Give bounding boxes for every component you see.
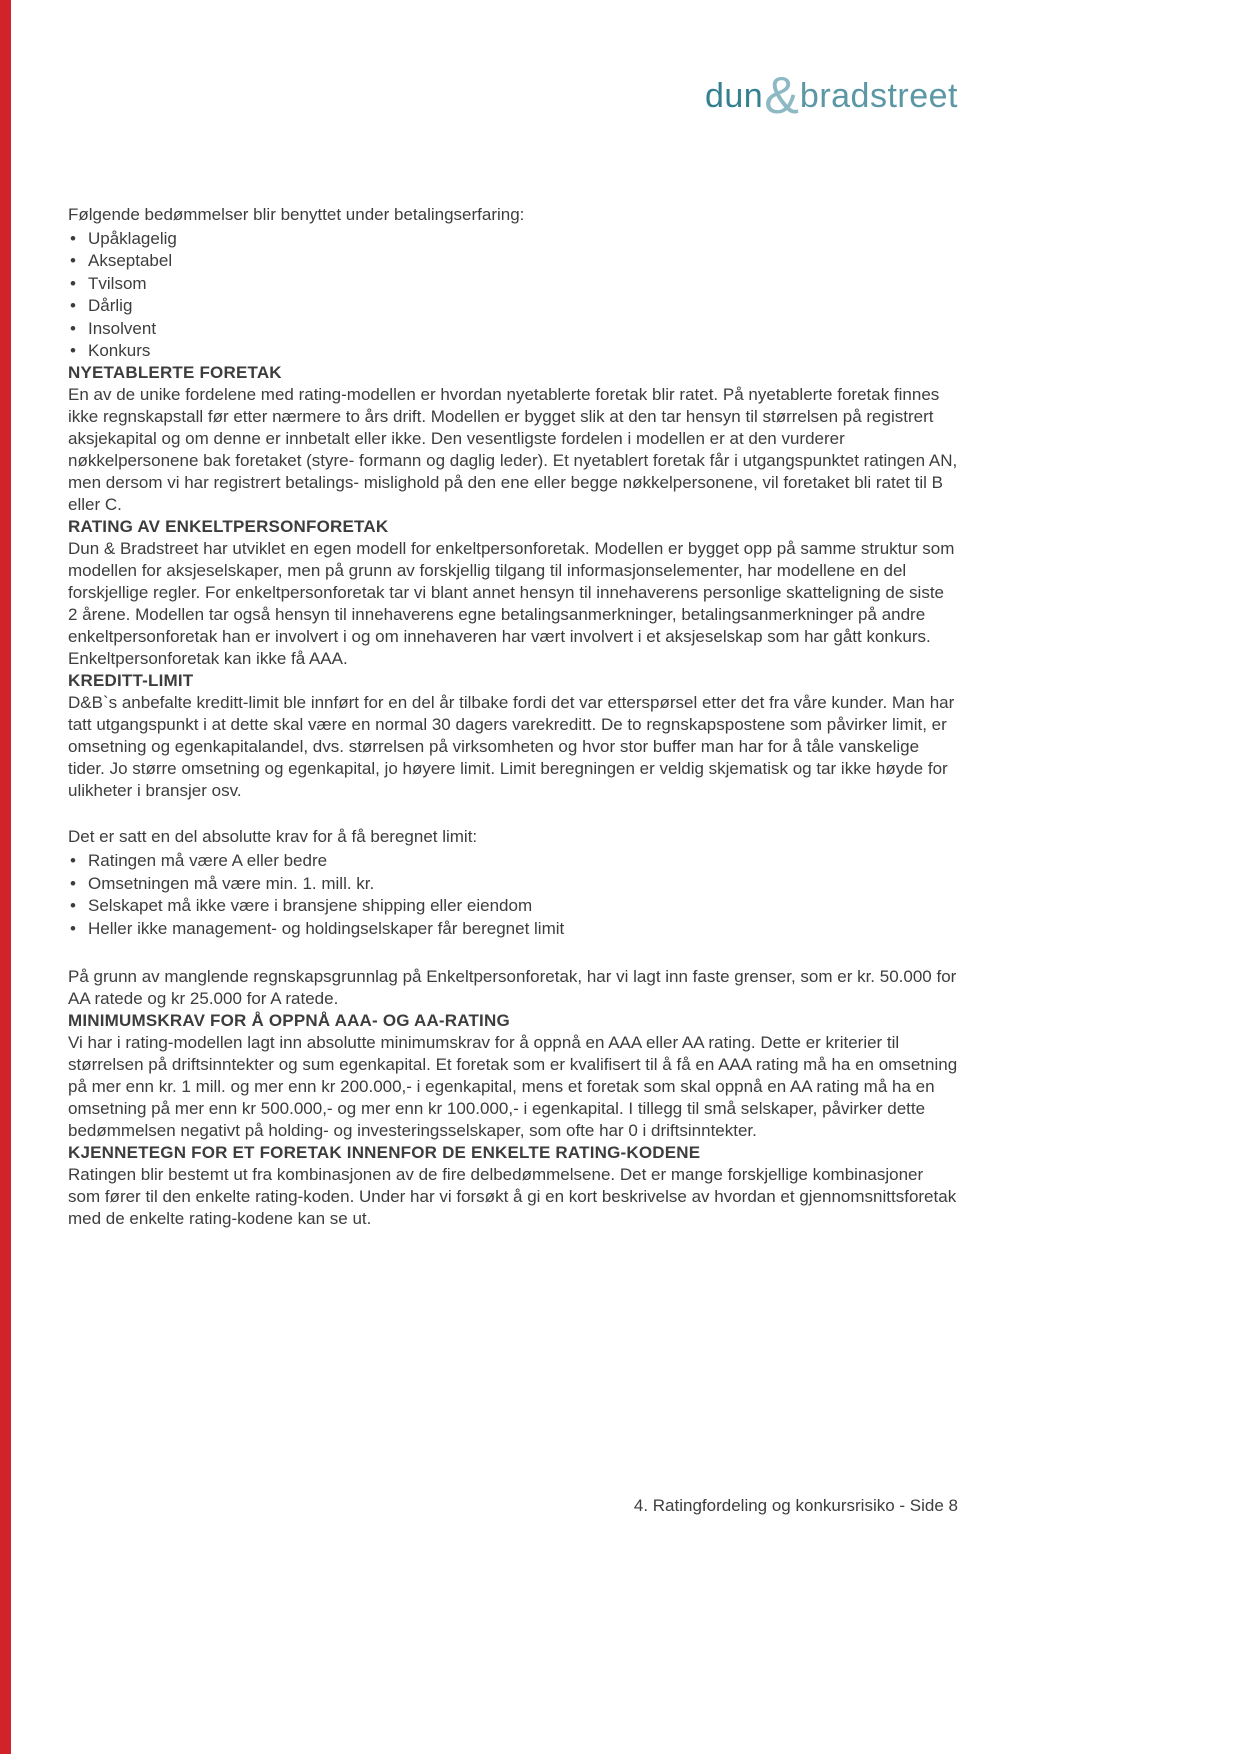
section-heading-nyetablerte-foretak: NYETABLERTE FORETAK <box>68 363 282 383</box>
intro-bullet-list <box>68 228 958 362</box>
grenser-text: På grunn av manglende regnskapsgrunnlag på Enkeltpersonforetak, har vi lagt inn faste grenser, som er kr. 50.000 for AA ratede og kr 25.000 for A ratede. <box>68 967 957 1009</box>
krav-bullet-list <box>68 850 958 940</box>
bullet-item: • Ratingen må være A eller bedre <box>68 850 958 872</box>
page-footer: 4. Ratingfordeling og konkursrisiko - Side 8 <box>633 1496 958 1515</box>
bullet-item: • Konkurs <box>68 340 958 362</box>
logo-text-dun: dun <box>704 77 764 115</box>
section-heading-kreditt-limit: KREDITT-LIMIT <box>68 671 194 691</box>
section-body-kreditt-limit: D&B`s anbefalte kreditt-limit ble innført for en del år tilbake fordi det var etterspørsel etter det fra våre kunder. Man har tatt utgangspunkt i at dette skal være en normal 30 dagers varekreditt. De to regnskapspostene som påvirker limit, er omsetning og egenkapitalandel, dvs. størrelsen på virksomheten og hvor stor buffer man har for å tåle vanskelige tider. Jo større omsetning og egenkapital, jo høyere limit. Limit beregningen er veldig skjematisk og tar ikke høyde for ulikheter i bransjer osv. <box>68 693 955 801</box>
bullet-item: • Insolvent <box>68 318 958 340</box>
bullet-item: • Heller ikke management- og holdingselskaper får beregnet limit <box>68 918 958 940</box>
page-content <box>68 0 958 1230</box>
section-body-nyetablerte-foretak: En av de unike fordelene med rating-modellen er hvordan nyetablerte foretak blir ratet. På nyetablerte foretak finnes ikke regnskapstall før etter nærmere to års drift. Modellen er bygget slik at den tar hensyn til størrelsen på registrert aksjekapital og om denne er innbetalt eller ikke. Den vesentligste fordelen i modellen er at den vurderer nøkkelpersonene bak foretaket (styre- formann og daglig leder). Et nyetablert foretak får i utgangspunktet ratingen AN, men dersom vi har registrert betalings- mislighold på den ene eller begge nøkkelpersonene, vil foretaket bli ratet til B eller C. <box>68 385 958 515</box>
bullet-item: • Omsetningen må være min. 1. mill. kr. <box>68 873 958 895</box>
page-accent-bar <box>0 0 11 1754</box>
logo-text-bradstreet: bradstreet <box>799 77 958 115</box>
section-heading-rating-enkeltpersonforetak: RATING AV ENKELTPERSONFORETAK <box>68 517 389 537</box>
dun-bradstreet-logo <box>68 67 958 125</box>
section-heading-minimumskrav: MINIMUMSKRAV FOR Å OPPNÅ AAA- OG AA-RATING <box>68 1011 510 1031</box>
bullet-item: • Selskapet må ikke være i bransjene shipping eller eiendom <box>68 895 958 917</box>
section-heading-kjennetegn: KJENNETEGN FOR ET FORETAK INNENFOR DE ENKELTE RATING-KODENE <box>68 1143 701 1163</box>
section-body-minimumskrav: Vi har i rating-modellen lagt inn absolutte minimumskrav for å oppnå en AAA eller AA rating. Dette er kriterier til størrelsen på driftsinntekter og sum egenkapital. Et foretak som er kvalifisert til å få en AAA rating må ha en omsetning på mer enn kr. 1 mill. og mer enn kr 200.000,- i egenkapital, mens et foretak som skal oppnå en AA rating må ha en omsetning på mer enn kr 500.000,- og mer enn kr 100.000,- i egenkapital. I tillegg til små selskaper, påvirker dette bedømmelsen negativt på holding- og investeringsselskaper, som ofte har 0 i driftsinntekter. <box>68 1033 958 1141</box>
section-body-rating-enkeltpersonforetak: Dun & Bradstreet har utviklet en egen modell for enkeltpersonforetak. Modellen er bygget opp på samme struktur som modellen for aksjeselskaper, men på grunn av forskjellig tilgang til informasjonselementer, har modellene en del forskjellige regler. For enkeltpersonforetak tar vi blant annet hensyn til innehaverens personlige skatteligning de siste 2 årene. Modellen tar også hensyn til innehaverens egne betalingsanmerkninger, betalingsanmerkninger på andre enkeltpersonforetak han er involvert i og om innehaveren har vært involvert i et aksjeselskap som har gått konkurs. Enkeltpersonforetak kan ikke få AAA. <box>68 539 955 669</box>
bullet-item: • Tvilsom <box>68 273 958 295</box>
bullet-item: • Upåklagelig <box>68 228 958 250</box>
intro-lead-text: Følgende bedømmelser blir benyttet under betalingserfaring: <box>68 205 525 224</box>
logo-ampersand-icon: & <box>764 67 799 125</box>
bullet-item: • Dårlig <box>68 295 958 317</box>
section-body-kjennetegn: Ratingen blir bestemt ut fra kombinasjonen av de fire delbedømmelsene. Det er mange forskjellige kombinasjoner som fører til den enkelte rating-koden. Under har vi forsøkt å gi en kort beskrivelse av hvordan et gjennomsnittsforetak med de enkelte rating-kodene kan se ut. <box>68 1165 957 1229</box>
krav-lead-text: Det er satt en del absolutte krav for å få beregnet limit: <box>68 827 478 847</box>
bullet-item: • Akseptabel <box>68 250 958 272</box>
